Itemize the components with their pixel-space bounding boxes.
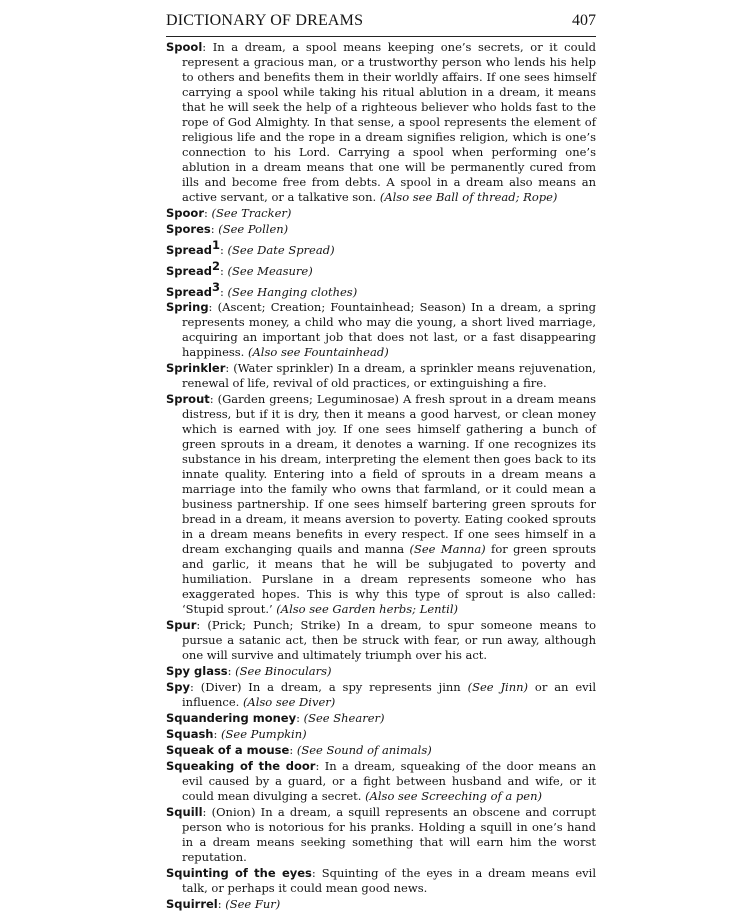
running-header	[166, 10, 596, 37]
dictionary-entry	[166, 727, 596, 742]
entry-cross-reference: (See Jinn)	[467, 680, 529, 695]
dictionary-entry	[166, 361, 596, 391]
entry-headword: Spores	[166, 222, 211, 236]
entry-definition-continued: for green sprouts and garlic, it means that he will be subjugated to poverty and humiliation. Purslane in a dream represents someone who has exaggerated hopes. This is why this type of sprout is also called: ‘Stupid sprout.’	[182, 542, 596, 617]
entry-cross-reference: (See Tracker)	[211, 206, 292, 220]
entry-definition: : (Garden greens; Leguminosae) A fresh sprout in a dream means distress, but if it is dry, then it means a good harvest, or clean money which is earned with joy. If one sees himself gathering a bunch of green sprouts in a dream, it denotes a warning. If one recognizes its substance in his dream, interpreting the element then goes back to its innate quality. Entering into a field of sprouts in a dream means a marriage into the family who owns that farmland, or it could mean a business partnership. If one sees himself bartering green sprouts for bread in a dream, it means aversion to poverty. Eating cooked sprouts in a dream means benefits in every respect. If one sees himself in a dream exchanging quails and manna	[182, 392, 596, 557]
entry-definition: : In a dream, squeaking of the door means an evil caused by a guard, or a fight between husband and wife, or it could mean divulging a secret.	[182, 759, 597, 804]
dictionary-entry	[166, 866, 596, 896]
entry-headword: Squeak of a mouse	[166, 743, 290, 758]
dictionary-entry	[166, 664, 596, 679]
entry-headword: Spool	[166, 40, 203, 54]
entry-headword: Spur	[166, 618, 197, 633]
entry-definition: :	[220, 284, 228, 299]
entry-headword: Sprout	[166, 392, 210, 407]
dictionary-entry	[166, 711, 596, 726]
dictionary-entry	[166, 392, 596, 617]
dictionary-entry	[166, 300, 596, 360]
entry-cross-reference: (Also see Diver)	[242, 695, 336, 710]
entry-definition: :	[217, 897, 226, 912]
entry-headword: Squeaking of the door	[166, 759, 316, 774]
dictionary-entry	[166, 618, 596, 663]
entry-definition: :	[220, 242, 228, 257]
entry-cross-reference: (Also see Screeching of a pen)	[365, 789, 542, 804]
entry-cross-reference: (Also see Ball of thread; Rope)	[379, 190, 558, 204]
entry-definition: :	[227, 664, 236, 679]
entry-cross-reference: (See Fur)	[225, 897, 281, 912]
entry-cross-reference: (Also see Fountainhead)	[248, 345, 389, 360]
entry-cross-reference: (See Pollen)	[218, 222, 289, 236]
headword-superscript: 2	[211, 258, 220, 273]
entry-definition: : (Water sprinkler) In a dream, a sprinkler means rejuvenation, renewal of life, revival of old practices, or extinguishing a fire.	[182, 361, 596, 391]
dictionary-entry	[166, 40, 596, 205]
dictionary-entry	[166, 259, 596, 279]
headword-superscript: 3	[211, 279, 220, 294]
entry-definition: :	[296, 711, 304, 726]
entry-definition: : (Ascent; Creation; Fountainhead; Season) In a dream, a spring represents money, a child who may die young, a short lived marriage, acquiring an important job that does not last, or a fast disappearing happiness.	[182, 300, 596, 360]
entry-headword: Spy glass	[166, 664, 228, 679]
entry-definition: :	[204, 206, 212, 220]
headword-superscript: 1	[211, 238, 220, 252]
entry-headword: Spring	[166, 300, 209, 315]
entry-headword: Spread	[166, 242, 212, 257]
entry-cross-reference: (See Manna)	[409, 542, 486, 557]
page-number: 407	[572, 12, 596, 29]
entry-cross-reference: (See Sound of animals)	[296, 743, 432, 758]
entry-headword: Squandering money	[166, 711, 297, 726]
entry-headword: Spread	[166, 284, 212, 299]
dictionary-entry	[166, 759, 596, 804]
entry-definition: : (Diver) In a dream, a spy represents jinn	[190, 680, 468, 695]
entry-cross-reference: (See Shearer)	[303, 711, 385, 726]
dictionary-entry	[166, 805, 596, 865]
entry-cross-reference: (See Measure)	[227, 263, 313, 278]
dictionary-entry	[166, 680, 596, 710]
entry-definition: :	[213, 727, 222, 742]
entry-headword: Squill	[166, 805, 203, 820]
entry-headword: Spread	[166, 263, 212, 278]
entry-cross-reference: (See Binoculars)	[235, 664, 332, 679]
page-title: DICTIONARY OF DREAMS	[166, 12, 364, 29]
entry-definition-continued: or an evil influence.	[182, 680, 596, 710]
entry-cross-reference: (Also see Garden herbs; Lentil)	[276, 602, 459, 617]
dictionary-entry	[166, 897, 596, 912]
entry-definition: :	[210, 222, 219, 236]
entry-definition: : In a dream, a spool means keeping one’s secrets, or it could represent a gracious man, or a trustworthy person who lends his help to others and benefits them in their worldly affairs. If one sees himself carrying a spool while taking his ritual ablution in a dream, it means that he will seek the help of a righteous believer who holds fast to the rope of God Almighty. In that sense, a spool represents the element of religious life and the rope in a dream signifies religion, which is one’s connection to his Lord. Carrying a spool when performing one’s ablution in a dream means that one will be permanently cured from ills and become free from debts. A spool in a dream also means an active servant, or a talkative son.	[182, 40, 596, 204]
entry-headword: Spy	[166, 680, 191, 695]
entry-definition: :	[220, 263, 228, 278]
entry-definition: :	[289, 743, 297, 758]
entry-headword: Squinting of the eyes	[166, 866, 312, 881]
dictionary-entry	[166, 206, 596, 221]
entry-headword: Squirrel	[166, 897, 218, 912]
entries-column	[166, 40, 596, 913]
entry-cross-reference: (See Hanging clothes)	[227, 284, 358, 299]
entry-headword: Spoor	[166, 206, 204, 220]
entry-definition: : (Prick; Punch; Strike) In a dream, to spur someone means to pursue a satanic act, then be struck with fear, or run away, although one will survive and ultimately triumph over his act.	[182, 618, 596, 663]
dictionary-entry	[166, 280, 596, 300]
dictionary-entry	[166, 743, 596, 758]
dictionary-entry	[166, 238, 596, 258]
entry-headword: Squash	[166, 727, 214, 742]
entry-definition: : Squinting of the eyes in a dream means evil talk, or perhaps it could mean good news.	[182, 866, 597, 896]
entry-headword: Sprinkler	[166, 361, 226, 376]
entry-cross-reference: (See Date Spread)	[227, 242, 335, 257]
entry-definition: : (Onion) In a dream, a squill represents an obscene and corrupt person who is notorious for his pranks. Holding a squill in one’s hand in a dream means seeking something that will earn him the worst reputation.	[182, 805, 596, 865]
dictionary-entry	[166, 222, 596, 237]
entry-cross-reference: (See Pumpkin)	[221, 727, 307, 742]
